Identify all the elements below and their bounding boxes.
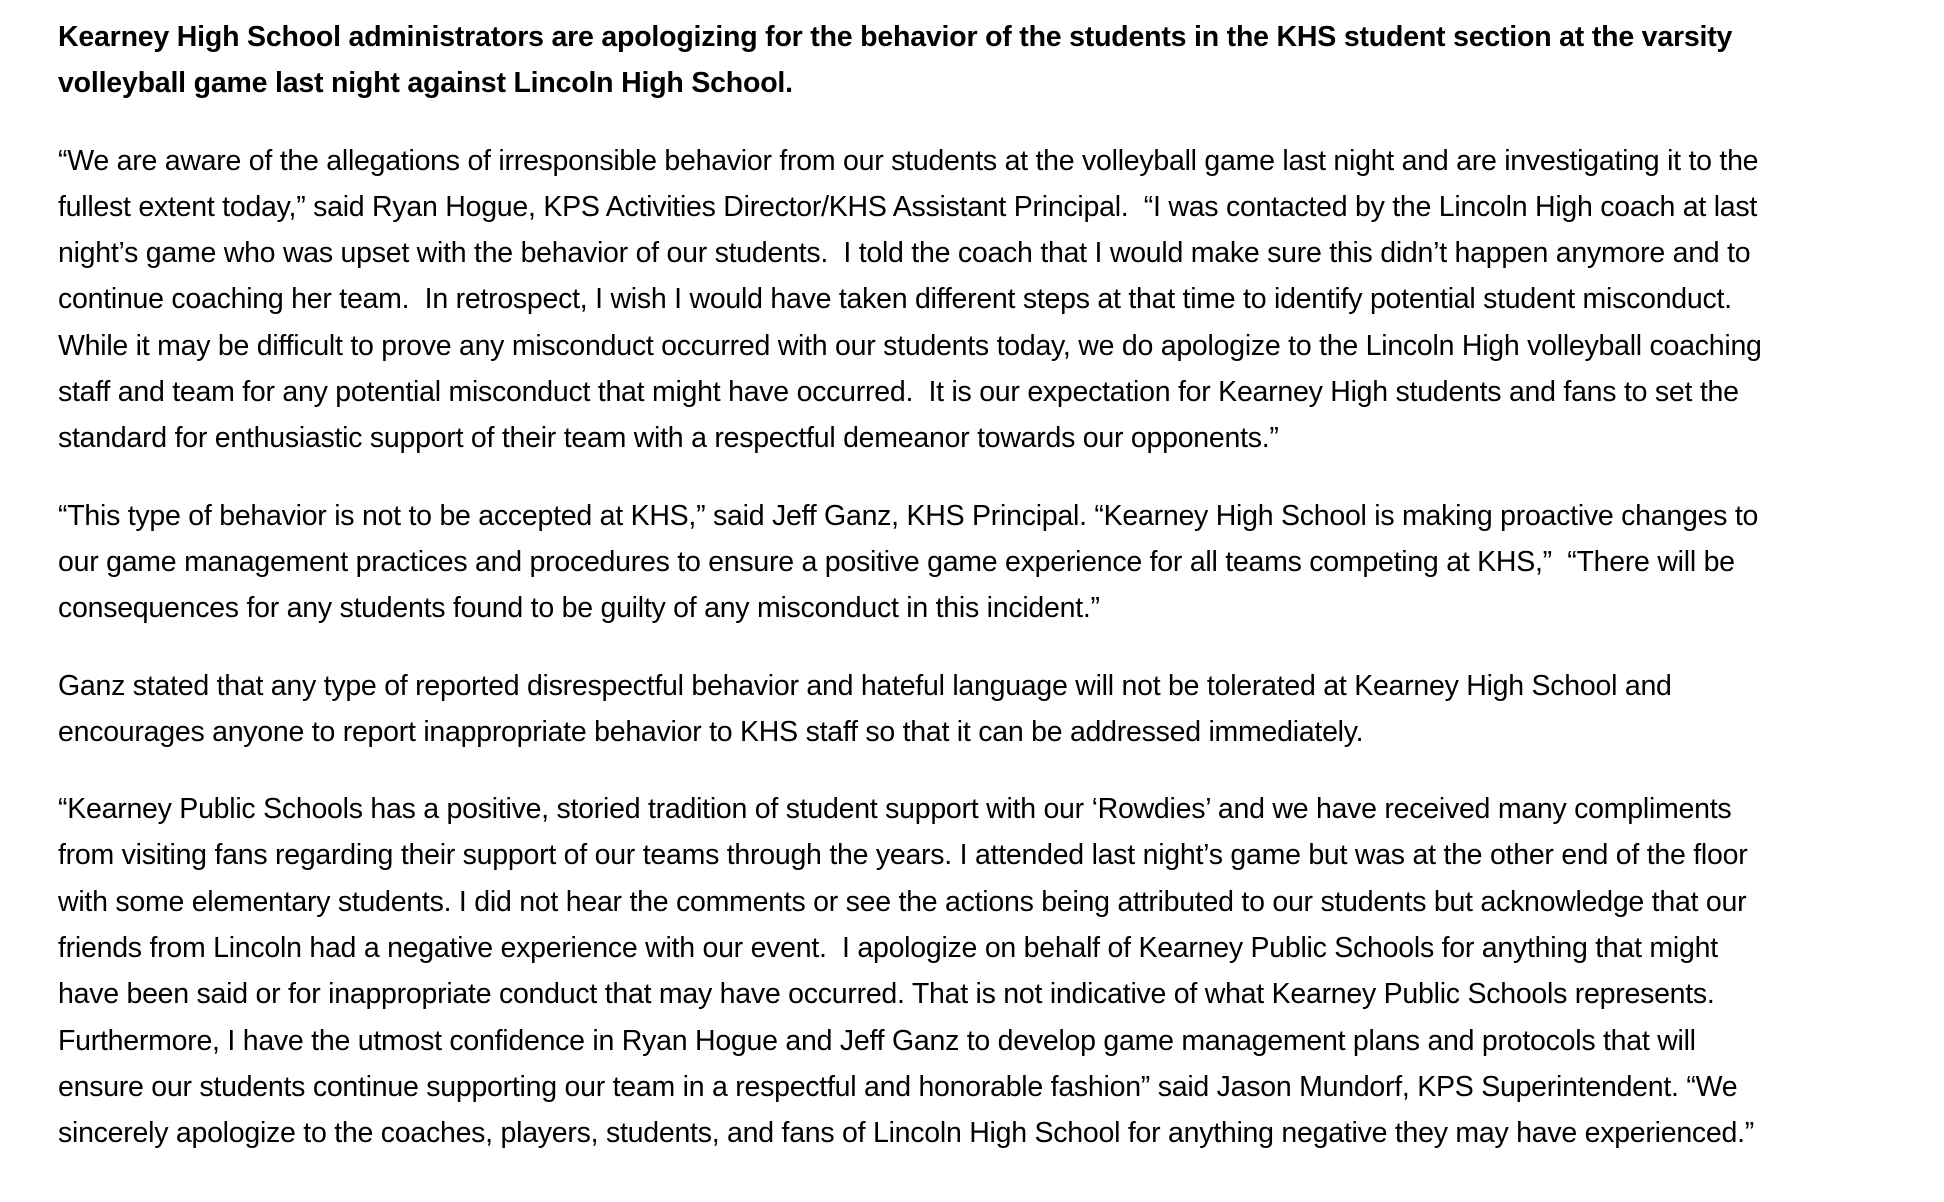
paragraph-line: Furthermore, I have the utmost confidence in Ryan Hogue and Jeff Ganz to develop game management plans and protocols that will xyxy=(58,1024,1696,1057)
paragraph-ganz-policy xyxy=(58,663,1938,756)
headline-line: Kearney High School administrators are apologizing for the behavior of the students in the KHS student section at the varsity xyxy=(58,21,1733,53)
paragraph-line: “This type of behavior is not to be accepted at KHS,” said Jeff Ganz, KHS Principal. “Kearney High School is making proactive changes to xyxy=(58,499,1759,532)
paragraph-hogue-statement xyxy=(58,138,1938,462)
paragraph-line: “We are aware of the allegations of irresponsible behavior from our students at the volleyball game last night and are investigating it to the xyxy=(58,144,1759,177)
paragraph-line: fullest extent today,” said Ryan Hogue, KPS Activities Director/KHS Assistant Principal. “I was contacted by the Lincoln High coach at last xyxy=(58,190,1758,223)
paragraph-line: encourages anyone to report inappropriate behavior to KHS staff so that it can be addressed immediately. xyxy=(58,715,1364,748)
paragraph-line: friends from Lincoln had a negative experience with our event. I apologize on behalf of Kearney Public Schools for anything that might xyxy=(58,932,1718,965)
paragraph-line: have been said or for inappropriate conduct that may have occurred. That is not indicative of what Kearney Public Schools represents. xyxy=(58,978,1715,1011)
paragraph-line: continue coaching her team. In retrospect, I wish I would have taken different steps at that time to identify potential student misconduct. xyxy=(58,283,1732,316)
paragraph-line: our game management practices and procedures to ensure a positive game experience for all teams competing at KHS,” “There will be xyxy=(58,545,1735,578)
paragraph-line: standard for enthusiastic support of their team with a respectful demeanor towards our opponents.” xyxy=(58,422,1279,455)
paragraph-line: with some elementary students. I did not hear the comments or see the actions being attributed to our students but acknowledge that our xyxy=(58,885,1747,918)
paragraph-line: from visiting fans regarding their support of our teams through the years. I attended last night’s game but was at the other end of the floor xyxy=(58,839,1748,872)
paragraph-ganz-statement xyxy=(58,493,1938,632)
paragraph-line: While it may be difficult to prove any misconduct occurred with our students today, we do apologize to the Lincoln High volleyball coaching xyxy=(58,329,1762,362)
headline-line: volleyball game last night against Lincoln High School. xyxy=(58,67,793,100)
paragraph-line: ensure our students continue supporting our team in a respectful and honorable fashion” said Jason Mundorf, KPS Superintendent. “We xyxy=(58,1070,1738,1103)
press-release-document xyxy=(58,14,1938,1188)
paragraph-line: night’s game who was upset with the behavior of our students. I told the coach that I would make sure this didn’t happen anymore and to xyxy=(58,237,1751,270)
paragraph-line: consequences for any students found to be guilty of any misconduct in this incident.” xyxy=(58,592,1100,625)
paragraph-line: staff and team for any potential misconduct that might have occurred. It is our expectation for Kearney High students and fans to set the xyxy=(58,376,1739,409)
paragraph-mundorf-statement xyxy=(58,786,1938,1156)
headline xyxy=(58,14,1938,107)
paragraph-line: Ganz stated that any type of reported disrespectful behavior and hateful language will not be tolerated at Kearney High School and xyxy=(58,669,1672,702)
paragraph-line: “Kearney Public Schools has a positive, storied tradition of student support with our ‘Rowdies’ and we have received many compliments xyxy=(58,793,1732,826)
paragraph-line: sincerely apologize to the coaches, players, students, and fans of Lincoln High School for anything negative they may have experienced.” xyxy=(58,1117,1755,1150)
